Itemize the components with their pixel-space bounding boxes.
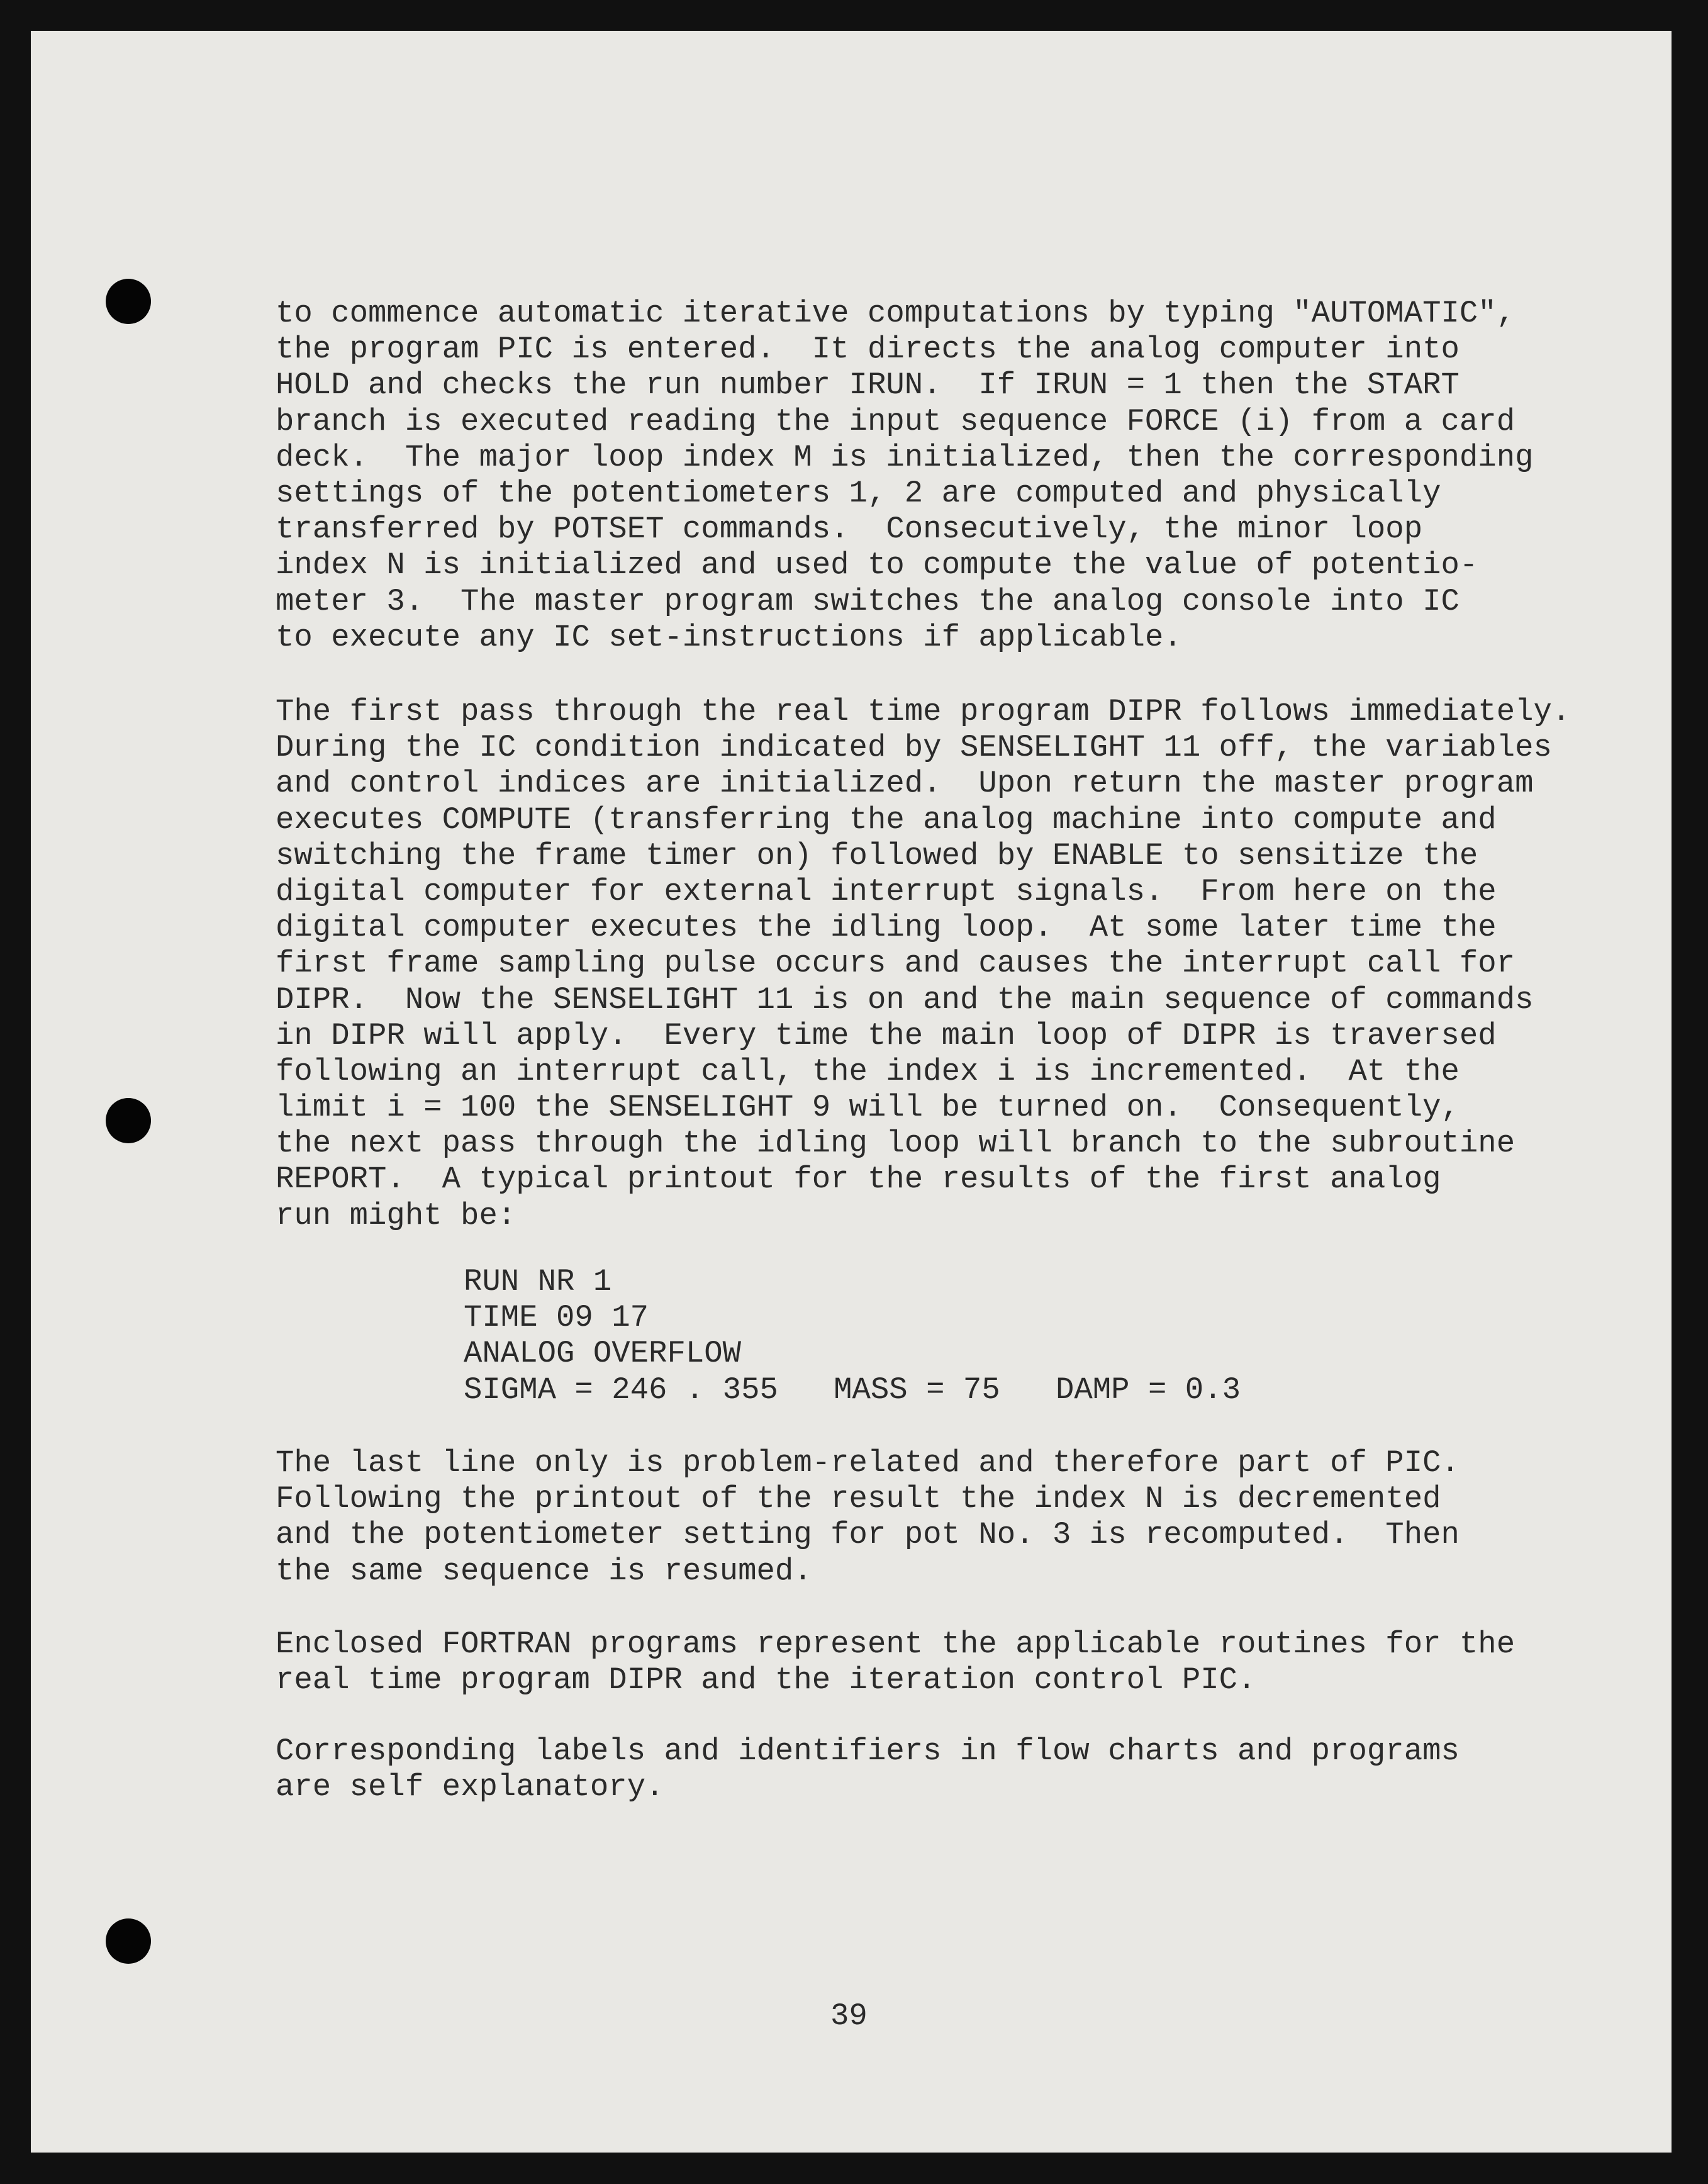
text-line: first frame sampling pulse occurs and causes the interrupt call for <box>276 946 1515 982</box>
text-line: Enclosed FORTRAN programs represent the applicable routines for the <box>276 1627 1515 1662</box>
text-line: run might be: <box>276 1197 516 1233</box>
text-line: During the IC condition indicated by SENSELIGHT 11 off, the variables <box>276 730 1552 766</box>
sample-printout <box>464 1264 1241 1408</box>
paragraph-dipr-first-pass <box>276 694 1570 1234</box>
text-line: HOLD and checks the run number IRUN. If IRUN = 1 then the START <box>276 367 1460 403</box>
text-line: and the potentiometer setting for pot No. 3 is recomputed. Then <box>276 1517 1460 1553</box>
text-line: to commence automatic iterative computations by typing "AUTOMATIC", <box>276 296 1515 331</box>
text-line: executes COMPUTE (transferring the analog machine into compute and <box>276 802 1497 837</box>
text-line: Following the printout of the result the index N is decremented <box>276 1481 1441 1517</box>
text-line: the program PIC is entered. It directs the analog computer into <box>276 332 1460 367</box>
page-number: 39 <box>830 1998 868 2034</box>
text-line: deck. The major loop index M is initialized, then the corresponding <box>276 439 1534 475</box>
text-line: switching the frame timer on) followed by ENABLE to sensitize the <box>276 837 1478 873</box>
text-line: and control indices are initialized. Upon return the master program <box>276 766 1534 802</box>
text-line: settings of the potentiometers 1, 2 are computed and physically <box>276 475 1441 511</box>
punch-hole <box>106 279 151 324</box>
text-line: following an interrupt call, the index i is incremented. At the <box>276 1053 1460 1089</box>
paragraph-last-line <box>276 1445 1460 1589</box>
punch-hole <box>106 1098 151 1143</box>
paragraph-pic-entry <box>276 296 1534 656</box>
text-line: RUN NR 1 <box>464 1264 612 1299</box>
text-line: Corresponding labels and identifiers in flow charts and programs <box>276 1733 1460 1769</box>
text-line: branch is executed reading the input sequence FORCE (i) from a card <box>276 403 1515 439</box>
text-line: in DIPR will apply. Every time the main loop of DIPR is traversed <box>276 1017 1497 1053</box>
text-line: the next pass through the idling loop will branch to the subroutine <box>276 1126 1515 1162</box>
text-line: digital computer for external interrupt signals. From here on the <box>276 873 1497 909</box>
text-line: digital computer executes the idling loop. At some later time the <box>276 910 1497 946</box>
paragraph-fortran-programs <box>276 1627 1515 1698</box>
text-line: The last line only is problem-related and therefore part of PIC. <box>276 1445 1460 1481</box>
text-line: TIME 09 17 <box>464 1300 649 1336</box>
text-line: REPORT. A typical printout for the results of the first analog <box>276 1162 1441 1197</box>
text-line: The first pass through the real time program DIPR follows immediately. <box>276 694 1571 729</box>
text-line: index N is initialized and used to compute the value of potentio- <box>276 547 1478 583</box>
text-line: SIGMA = 246 . 355 MASS = 75 DAMP = 0.3 <box>464 1372 1241 1408</box>
text-line: DIPR. Now the SENSELIGHT 11 is on and the main sequence of commands <box>276 982 1534 1017</box>
text-line: real time program DIPR and the iteration control PIC. <box>276 1662 1256 1698</box>
text-line: to execute any IC set-instructions if applicable. <box>276 619 1182 655</box>
paragraph-labels <box>276 1733 1460 1805</box>
text-line: transferred by POTSET commands. Consecutively, the minor loop <box>276 512 1423 547</box>
text-line: the same sequence is resumed. <box>276 1553 812 1589</box>
text-line: ANALOG OVERFLOW <box>464 1336 742 1372</box>
text-line: meter 3. The master program switches the analog console into IC <box>276 583 1460 619</box>
punch-hole <box>106 1918 151 1964</box>
text-line: are self explanatory. <box>276 1769 664 1805</box>
text-line: limit i = 100 the SENSELIGHT 9 will be turned on. Consequently, <box>276 1090 1460 1126</box>
